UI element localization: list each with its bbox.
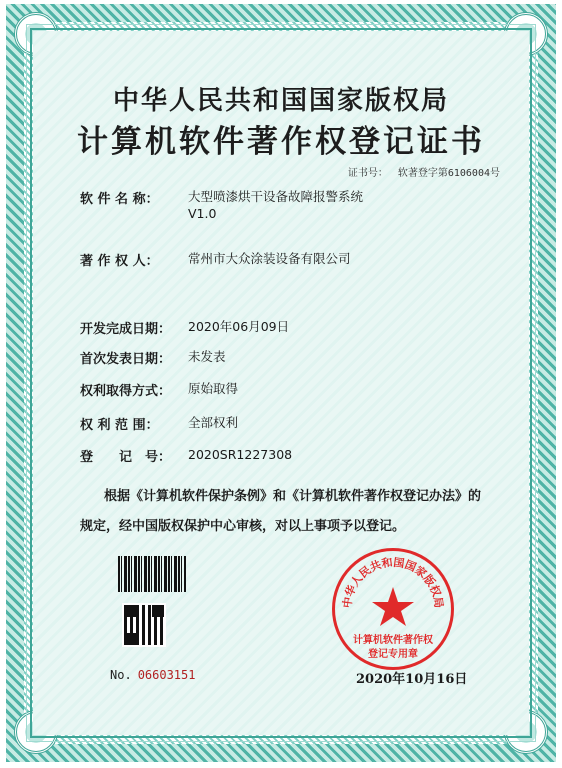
certificate-number-label: 证书号： [347, 168, 388, 179]
certificate-title: 计算机软件著作权登记证书 [77, 124, 485, 160]
field-label: 软 件 名 称： [80, 192, 159, 207]
official-seal [332, 548, 454, 670]
reg-no-value: 2020SR1227308 [188, 447, 293, 462]
seal-text-line-2: 登记专用章 [368, 649, 418, 660]
dev-date-value: 2020年06月09日 [188, 319, 290, 334]
field-label: 权利取得方式： [80, 384, 172, 399]
seal-ring-text: 中华人民共和国国家版权局 [340, 555, 446, 609]
field-owner [80, 250, 351, 269]
software-version-value: V1.0 [188, 206, 217, 221]
serial-number-value: 06603151 [137, 668, 196, 682]
field-dev-date [80, 318, 289, 337]
serial-number [110, 668, 195, 682]
software-name-value: 大型喷漆烘干设备故障报警系统 [188, 189, 364, 204]
field-label: 开发完成日期： [80, 322, 172, 337]
field-label: 著 作 权 人： [80, 254, 159, 269]
scope-value: 全部权利 [188, 415, 239, 430]
owner-value: 常州市大众涂装设备有限公司 [188, 251, 351, 266]
statement-line-1: 根据《计算机软件保护条例》和《计算机软件著作权登记办法》的 [104, 489, 482, 504]
acquire-method-value: 原始取得 [188, 381, 239, 396]
field-acquire-method [80, 380, 238, 399]
field-label: 登 记 号： [80, 450, 172, 465]
field-label: 权 利 范 围： [80, 418, 159, 433]
certificate-number [348, 164, 500, 179]
certificate-number-value: 软著登字第6106004号 [397, 168, 500, 179]
field-scope [80, 414, 238, 433]
field-pub-date [80, 348, 226, 367]
field-value [188, 188, 363, 222]
field-software-name [80, 188, 363, 222]
seal-star-icon [372, 587, 414, 626]
field-reg-no [80, 446, 292, 465]
pub-date-value: 未发表 [188, 349, 226, 364]
qr-code-icon [122, 603, 166, 647]
issuing-authority: 中华人民共和国国家版权局 [112, 86, 449, 116]
statement-line-2: 规定，经中国版权保护中心审核，对以上事项予以登记。 [80, 519, 406, 534]
field-label: 首次发表日期： [80, 352, 172, 367]
seal-text-line-1: 计算机软件著作权 [353, 635, 433, 646]
serial-prefix: No. [110, 668, 132, 682]
issue-date: 2020年10月16日 [356, 672, 468, 687]
barcode-icon [118, 556, 186, 592]
